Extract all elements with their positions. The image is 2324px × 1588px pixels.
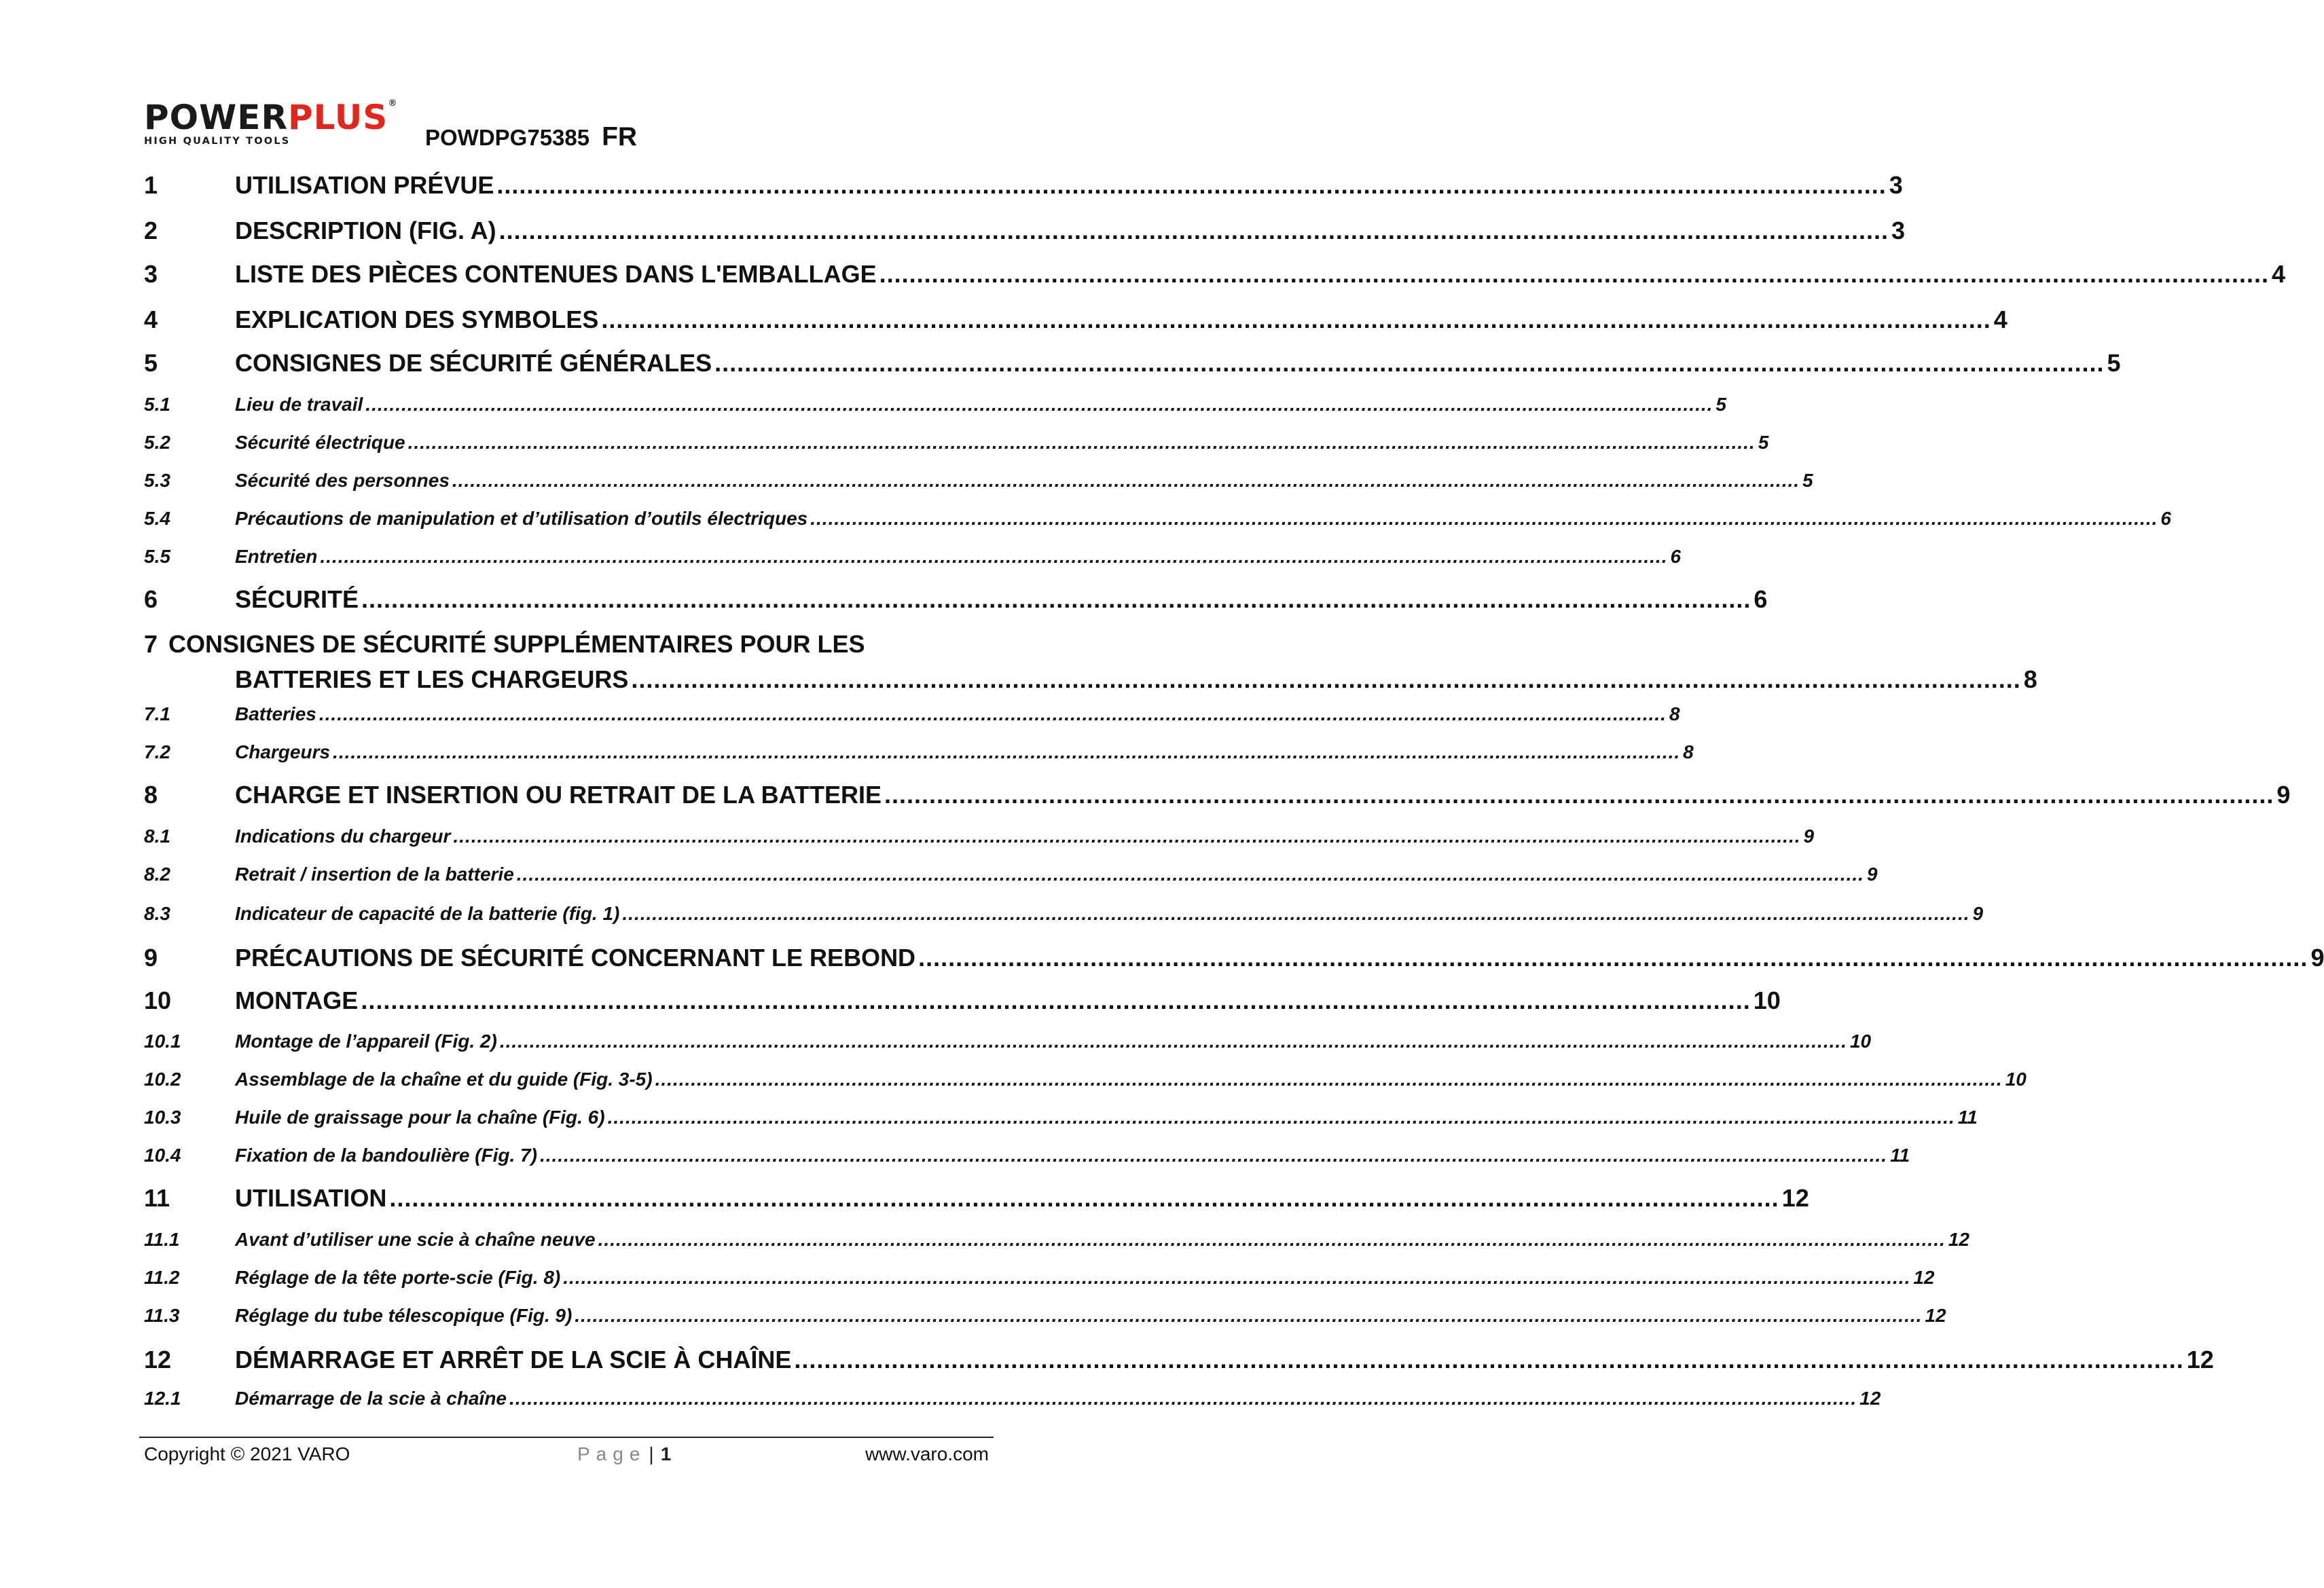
toc-number: 1 [144,171,158,199]
toc-entry-8[interactable] [144,781,2291,809]
toc-number: 10.3 [144,1107,181,1128]
toc-dot-leader: .................................................................................................................................................................................................................................. [607,1107,1955,1128]
language-code: FR [602,122,638,151]
toc-number: 10.4 [144,1145,181,1166]
page-separator: | [649,1443,654,1464]
toc-dot-leader: .......................................................................................................................................................................................... [361,585,1751,613]
toc-number: 8 [144,781,158,809]
toc-dot-leader: .................................................................................................................................................................................................................................. [509,1388,1857,1409]
toc-number: 12 [144,1346,172,1373]
toc-number: 5.1 [144,394,170,415]
logo-registered-mark: ® [388,98,398,109]
toc-dot-leader: .................................................................................................................................................................................................................................. [453,826,1801,847]
toc-title: EXPLICATION DES SYMBOLES [235,306,599,333]
toc-title: CHARGE ET INSERTION OU RETRAIT DE LA BATTERIE [235,781,882,809]
toc-number: 8.3 [144,903,170,924]
toc-title: Entretien [235,546,318,567]
toc-entry-2[interactable] [144,217,1906,245]
toc-title: DESCRIPTION (FIG. A) [235,217,496,244]
toc-number: 6 [144,585,158,613]
toc-title-line2 [144,665,2037,694]
toc-page: 11 [1957,1107,1978,1128]
logo-power-text: POWER [144,98,288,137]
toc-entry-10[interactable] [144,986,1781,1015]
toc-title: Montage de l’appareil (Fig. 2) [235,1031,497,1052]
toc-entry-10-3[interactable] [144,1107,1978,1128]
toc-title: Assemblage de la chaîne et du guide (Fig. 3-5) [235,1069,653,1090]
model-header [425,122,637,152]
toc-dot-leader: .......................................................................................................................................................................................... [884,781,2274,809]
toc-dot-leader: .......................................................................................................................................................................................... [794,1346,2184,1373]
toc-page: 12 [1859,1388,1881,1409]
toc-dot-leader: .................................................................................................................................................................................................................................. [539,1145,1888,1166]
toc-title: CONSIGNES DE SÉCURITÉ SUPPLÉMENTAIRES POUR LES [168,630,865,658]
toc-page: 12 [1925,1305,1946,1326]
toc-dot-leader: .......................................................................................................................................................................................... [918,944,2308,972]
toc-page: 10 [1849,1031,1872,1052]
logo-tagline: HIGH QUALITY TOOLS [144,136,291,147]
toc-title-continued: BATTERIES ET LES CHARGEURS [235,665,629,693]
toc-entry-5-2[interactable] [144,432,1769,454]
toc-title: Chargeurs [235,741,331,762]
toc-page: 12 [1948,1229,1969,1250]
toc-page: 9 [1866,864,1878,885]
toc-title: Sécurité des personnes [235,470,450,491]
toc-dot-leader: .................................................................................................................................................................................................................................. [575,1305,1923,1326]
toc-page: 6 [1754,585,1768,613]
toc-entry-10-1[interactable] [144,1031,1872,1052]
toc-dot-leader: .................................................................................................................................................................................................................................. [365,394,1713,415]
toc-entry-1[interactable] [144,171,1903,200]
toc-entry-12-1[interactable] [144,1388,1881,1409]
toc-entry-11[interactable] [144,1184,1809,1213]
toc-number: 8.1 [144,826,170,847]
toc-dot-leader: .......................................................................................................................................................................................... [714,349,2105,377]
toc-page: 4 [2272,260,2286,288]
footer-divider [139,1437,994,1438]
toc-number: 11 [144,1184,170,1212]
toc-number: 5.4 [144,508,170,529]
toc-title-line1 [144,630,992,659]
toc-dot-leader: .................................................................................................................................................................................................................................. [452,470,1800,491]
toc-page: 10 [1753,986,1781,1014]
logo-wordmark [144,98,409,137]
toc-entry-11-1[interactable] [144,1229,1969,1251]
toc-dot-leader: .......................................................................................................................................................................................... [879,260,2270,288]
toc-page: 11 [1890,1145,1910,1166]
toc-entry-7[interactable] [144,630,2037,694]
toc-page: 5 [1758,432,1769,453]
toc-dot-leader: .......................................................................................................................................................................................... [498,217,1889,244]
model-number: POWDPG75385 [425,125,590,150]
toc-title: Réglage du tube télescopique (Fig. 9) [235,1305,573,1326]
toc-entry-5-5[interactable] [144,546,1682,568]
toc-entry-11-2[interactable] [144,1267,1935,1289]
footer-page-indicator [577,1443,671,1465]
toc-entry-9[interactable] [144,944,2324,972]
toc-dot-leader: .......................................................................................................................................................................................... [496,171,1887,199]
toc-page: 3 [1891,217,1906,244]
toc-number: 7.1 [144,703,170,724]
toc-entry-5[interactable] [144,349,2121,377]
toc-title: UTILISATION [235,1184,387,1212]
toc-number: 11.3 [144,1305,180,1326]
toc-entry-5-3[interactable] [144,470,1813,492]
toc-title: DÉMARRAGE ET ARRÊT DE LA SCIE À CHAÎNE [235,1346,792,1373]
toc-entry-10-2[interactable] [144,1069,2027,1090]
toc-page: 5 [2107,349,2121,377]
toc-title: Avant d’utiliser une scie à chaîne neuve [235,1229,596,1250]
toc-number: 10.1 [144,1031,181,1052]
toc-dot-leader: .......................................................................................................................................................................................... [631,665,2021,693]
toc-entry-4[interactable] [144,306,2008,334]
toc-number: 10.2 [144,1069,181,1090]
toc-entry-8-1[interactable] [144,826,1815,847]
toc-dot-leader: .......................................................................................................................................................................................... [389,1184,1779,1212]
toc-title: MONTAGE [235,986,359,1014]
toc-page: 9 [2276,781,2291,809]
toc-dot-leader: .................................................................................................................................................................................................................................. [320,546,1668,567]
toc-entry-7-1[interactable] [144,703,1680,725]
toc-dot-leader: .................................................................................................................................................................................................................................. [407,432,1756,453]
toc-number: 5.3 [144,470,170,491]
toc-page: 9 [1972,903,1984,924]
toc-title: SÉCURITÉ [235,585,359,613]
toc-page: 5 [1802,470,1813,491]
toc-dot-leader: .................................................................................................................................................................................................................................. [499,1031,1847,1052]
toc-page: 9 [1803,826,1815,847]
toc-page: 10 [2005,1069,2027,1090]
toc-page: 12 [1913,1267,1935,1288]
toc-title: Retrait / insertion de la batterie [235,864,514,885]
footer-website-link[interactable]: www.varo.com [865,1443,989,1464]
toc-entry-10-4[interactable] [144,1145,1910,1166]
toc-page: 12 [2186,1346,2214,1373]
toc-entry-8-3[interactable] [144,903,1984,925]
toc-title: Batteries [235,703,316,724]
toc-entry-5-1[interactable] [144,394,1726,416]
toc-number: 4 [144,306,158,333]
toc-number: 7.2 [144,741,170,762]
toc-entry-7-2[interactable] [144,741,1694,763]
toc-title: Précautions de manipulation et d’utilisation d’outils électriques [235,508,808,529]
toc-dot-leader: .................................................................................................................................................................................................................................. [622,903,1970,924]
toc-page: 8 [1669,703,1680,724]
toc-number: 9 [144,944,158,972]
toc-entry-5-4[interactable] [144,508,2171,530]
toc-number: 8.2 [144,864,170,885]
toc-page: 4 [1993,306,2008,333]
toc-entry-6[interactable] [144,585,1768,614]
toc-page: 8 [1683,741,1694,762]
toc-entry-11-3[interactable] [144,1305,1946,1327]
toc-number: 10 [144,986,172,1014]
toc-dot-leader: .................................................................................................................................................................................................................................. [598,1229,1946,1250]
toc-number: 5 [144,349,158,377]
toc-page: 3 [1889,171,1903,199]
toc-page: 8 [2023,665,2037,693]
toc-entry-3[interactable] [144,260,2286,289]
toc-entry-12[interactable] [144,1346,2214,1374]
toc-dot-leader: .................................................................................................................................................................................................................................. [319,703,1667,724]
toc-number: 2 [144,217,158,244]
toc-dot-leader: .................................................................................................................................................................................................................................. [655,1069,2003,1090]
toc-page: 6 [1670,546,1682,567]
toc-number: 3 [144,260,158,288]
toc-dot-leader: .................................................................................................................................................................................................................................. [333,741,1681,762]
toc-title: Huile de graissage pour la chaîne (Fig. 6) [235,1107,605,1128]
toc-title: Lieu de travail [235,394,363,415]
toc-title: Indicateur de capacité de la batterie (fig. 1) [235,903,620,924]
toc-number: 5.5 [144,546,170,567]
toc-dot-leader: .......................................................................................................................................................................................... [361,986,1751,1014]
toc-title: PRÉCAUTIONS DE SÉCURITÉ CONCERNANT LE REBOND [235,944,916,972]
toc-title: UTILISATION PRÉVUE [235,171,494,199]
toc-dot-leader: .................................................................................................................................................................................................................................. [810,508,2158,529]
toc-page: 6 [2160,508,2171,529]
toc-dot-leader: .................................................................................................................................................................................................................................. [516,864,1864,885]
toc-entry-8-2[interactable] [144,864,1878,885]
toc-title: LISTE DES PIÈCES CONTENUES DANS L'EMBALLAGE [235,260,877,288]
toc-number: 12.1 [144,1388,181,1409]
toc-number: 5.2 [144,432,170,453]
toc-title: Fixation de la bandoulière (Fig. 7) [235,1145,537,1166]
toc-title: Sécurité électrique [235,432,405,453]
toc-number: 7 [144,630,158,658]
powerplus-logo [144,100,409,147]
toc-dot-leader: .................................................................................................................................................................................................................................. [563,1267,1911,1288]
toc-page: 12 [1781,1184,1809,1212]
toc-page: 5 [1715,394,1726,415]
logo-plus-text: PLUS [287,98,388,137]
toc-title: Indications du chargeur [235,826,451,847]
toc-title: Démarrage de la scie à chaîne [235,1388,507,1409]
toc-number: 11.2 [144,1267,180,1288]
toc-dot-leader: .......................................................................................................................................................................................... [601,306,1991,333]
page-label: Page [577,1443,647,1464]
toc-number: 11.1 [144,1229,180,1250]
toc-page: 9 [2310,944,2324,972]
footer-copyright: Copyright © 2021 VARO [144,1443,350,1464]
toc-title: CONSIGNES DE SÉCURITÉ GÉNÉRALES [235,349,712,377]
page-number: 1 [660,1443,672,1464]
toc-title: Réglage de la tête porte-scie (Fig. 8) [235,1267,561,1288]
